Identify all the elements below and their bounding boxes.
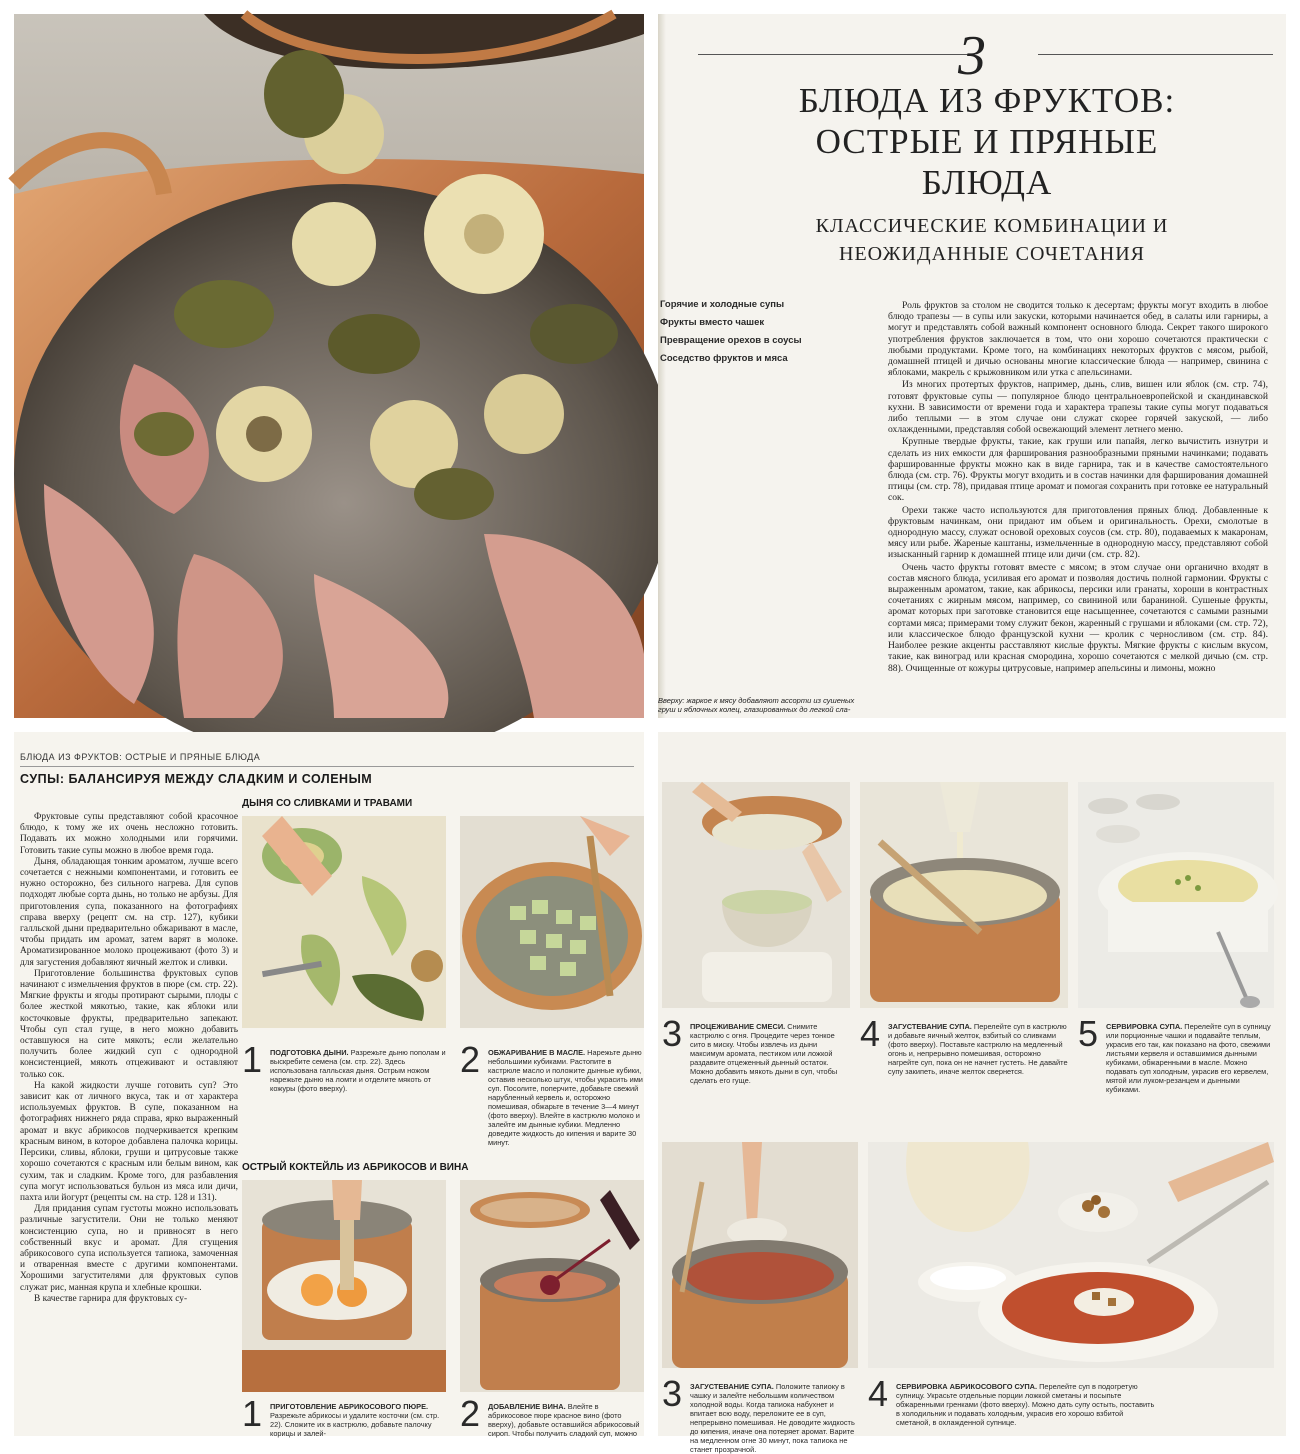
adding-wine-illustration [460,1180,644,1392]
contents-item: Фрукты вместо чашек [660,317,765,328]
step-text [690,1022,850,1085]
body-paragraph: В качестве гарнира для фруктовых су- [34,1293,188,1304]
melon-cutting-illustration [242,816,446,1028]
body-paragraph: Роль фруктов за столом не сводится только к десертам; фрукты могут входить в любое блюдо трапезы — в супы или закуски, которыми начинается обед, в салаты или гарниры, а могут и представлять собой важный компонент основного блюда. Секрет такого широкого употребления фруктов заключается в том, что они хорошо сочетаются практически с любыми продуктами. Кроме того, на комбинациях некоторых фруктов с мясом, рыбой, домашней птицей и дичью основаны многие классические блюда — например, свинина с яблоками, макрель с крыжовником или утка с апельсинами. [888,300,1268,379]
step-body: Разрежьте дыню пополам и выскребите семена (см. стр. 22). Здесь использована галльская дыня. Острым ножом нарежьте дыню на ломти и отделите мякоть от кожуры (фото вверху). [270,1048,446,1093]
step-text [270,1402,446,1438]
contents-item: Превращение орехов в соусы [660,335,802,346]
step-title: ПРИГОТОВЛЕНИЕ АБРИКОСОВОГО ПЮРЕ. [270,1402,429,1411]
chapter-subtitle-line: КЛАССИЧЕСКИЕ КОМБИНАЦИИ И [815,215,1169,237]
pot-photo-illustration [14,14,644,718]
step-title: ОБЖАРИВАНИЕ В МАСЛЕ. [488,1048,586,1057]
step-body: Влейте в абрикосовое пюре красное вино (фото вверху), добавьте оставшийся абрикосовый сироп. Чтобы получить сладкий суп, можно [488,1402,640,1438]
step-number: 3 [662,1013,683,1054]
step-number: 1 [242,1039,263,1080]
step-title: СЕРВИРОВКА АБРИКОСОВОГО СУПА. [896,1382,1038,1391]
step-text [488,1402,644,1438]
serving-melon-illustration [1078,782,1274,1008]
body-paragraph: На какой жидкости лучше готовить суп? Это зависит как от личного вкуса, так и от характера используемых фруктов. В супе, показанном на фотографиях нижнего ряда справа, ярко выраженный аромат и вкус абрикосов подчеркивается крепким красным вином, в которое добавлена палочка корицы. Персики, сливы, яблоки, груши и цитрусовые также хорошо сочетаются с красным или белым вином, как сухим, так и сладким. Кроме того, для разбавления супа могут использоваться бульон из мяса или дичи, пахта или йогурт (рецепты см. на стр. 128 и 131). [20,1080,238,1203]
body-paragraph: Из многих протертых фруктов, например, дынь, слив, вишен или яблок (см. стр. 74), готовят фруктовые супы — популярное блюдо центральноевропейской и скандинавской кухни. В зависимости от времени года и характера трапезы такие супы могут подаваться либо теплыми — в этом случае они служат скорее горячей закуской, — либо охлажденными, представляя собой освежающий элемент летнего меню. [888,379,1268,436]
step-number: 1 [242,1393,263,1434]
photo-straining-mixture [662,782,850,1008]
chapter-title-line: ОСТРЫЕ И ПРЯНЫЕ [815,122,1159,161]
section-title: СУПЫ: БАЛАНСИРУЯ МЕЖДУ СЛАДКИМ И СОЛЕНЫМ [20,772,373,786]
step-body: Нарежьте дыню небольшими кубиками. Растопите в кастрюле масло и положите дынные кубики, оставив несколько штук, чтобы украсить ими суп. Посолите, поперчите, добавьте свежий нарубленный кервель и, осторожно помешивая, обжарьте в течение 3—4 минут (фото вверху). Влейте в кастрюлю молоко и залейте им дынные кубики. Медленно доведите жидкость до кипения и варите 30 минут. [488,1048,643,1147]
serving-apricot-illustration [868,1142,1274,1368]
recipe-step [868,1373,1158,1436]
chapter-intro-text [888,300,1268,675]
photo-caption: Вверху: жаркое к мясу добавляют ассорти из сушеных груш и яблочных колец, глазированных до легкой сла- [658,696,855,714]
step-text [888,1022,1068,1076]
step-number: 4 [860,1013,881,1054]
chapter-title-line: БЛЮДА [921,163,1053,202]
step-number: 5 [1078,1013,1099,1054]
thickening-apricot-illustration [662,1142,858,1368]
photo-thickening-melon-soup [860,782,1068,1008]
chapter-title-line: БЛЮДА ИЗ ФРУКТОВ: [798,81,1176,120]
photo-apricot-puree [242,1180,446,1392]
step-text [1106,1022,1274,1094]
chapter-subtitle [718,212,1266,268]
photo-serving-apricot-soup [868,1142,1274,1368]
step-text [690,1382,858,1454]
step-number: 2 [460,1039,481,1080]
running-head-rule [20,766,634,767]
section-body-text [20,812,238,1305]
body-paragraph: Очень часто фрукты готовят вместе с мясом; в этом случае они органично входят в состав мясного блюда, усиливая его аромат и позволяя достичь полной гармонии. Фрукты с выраженным ароматом, такие, как абрикосы, персики или гранаты, хороши в контрастных сочетаниях с жирным мясом, например, со свининой или бараниной. Сушеные фрукты, аромат которых при заготовке становится еще насыщеннее, сочетаются с самыми разными сортами мяса; примерами тому служит бекон, жаренный с грушами и яблоками (см. стр. 72), или классическое блюдо французской кухни — кролик с черносливом (см. стр. 84). Наиболее резкие акценты расставляют кислые фрукты. Мягкие фрукты с кислым вкусом, такие, как виноград или красная смородина, хорошо сочетаются с мелкой дичью (см. стр. 88). Очищенные от кожуры цитрусовые, например апельсины и лимоны, можно [888,561,1268,674]
photo-adding-wine [460,1180,644,1392]
step-title: ПОДГОТОВКА ДЫНИ. [270,1048,349,1057]
step-number: 2 [460,1393,481,1434]
thickening-melon-illustration [860,782,1068,1008]
chapter-title [698,80,1276,203]
step-body: Положите тапиоку в чашку и залейте небольшим количеством холодной воды. Когда тапиока набухнет и впитает всю воду, переложите ее в суп, непрерывно помешивая. Не доводите жидкость до кипения, иначе она потеряет аромат. Варите на медленном огне 30 минут, пока тапиока не станет прозрачной. [690,1382,855,1454]
body-paragraph: Дыня, обладающая тонким ароматом, лучше всего сочетается с нежными компонентами, и готовить ее нужно осторожно, без сильного нагрева. Для супов подходят любые сорта дынь, но только не арбузы. Для приготовления супа, показанного на фотографиях справа вверху (рецепт см. на стр. 127), кубики галльской дыни предварительно обжаривают в масле, чтобы придать им аромат, затем варят в молоке. Ароматизированное молоко процеживают (фото 3) и для загустения добавляют яичный желток и сливки. [20,856,238,968]
recipe-step [860,1013,1068,1096]
step-text [896,1382,1158,1427]
recipe-step [242,1039,446,1112]
recipe-title-melon: ДЫНЯ СО СЛИВКАМИ И ТРАВАМИ [242,798,413,809]
recipe-step [1078,1013,1274,1096]
recipe-step [460,1039,644,1162]
step-body: Перелейте суп в супницу или порционные чашки и подавайте теплым, украсив его так, как показано на фото, свежими листьями кервеля и оставшимися дынными кубиками, обжаренными в масле. Можно подавать суп холодным, украсив его кервелем, мятой или луком-резанцем и дынными кубиками. [1106,1022,1271,1094]
step-number: 4 [868,1373,889,1414]
step-title: ЗАГУСТЕВАНИЕ СУПА. [690,1382,774,1391]
step-title: ДОБАВЛЕНИЕ ВИНА. [488,1402,566,1411]
step-body: Разрежьте абрикосы и удалите косточки (см. стр. 22). Сложите их в кастрюлю, добавьте палочку корицы и залей- [270,1411,440,1438]
step-body: Перелейте суп в кастрюлю и добавьте яичный желток, взбитый со сливками (фото вверху). Поставьте кастрюлю на медленный огонь и, непрерывно помешивая, осторожно нагрейте суп, пока он не начнет густеть. Не давайте супу закипеть, иначе желток свернется. [888,1022,1068,1076]
apricot-puree-illustration [242,1180,446,1392]
recipe-title-apricot: ОСТРЫЙ КОКТЕЙЛЬ ИЗ АБРИКОСОВ И ВИНА [242,1162,469,1173]
recipe-step [662,1013,850,1096]
step-text [270,1048,446,1093]
frying-melon-illustration [460,816,644,1028]
chapter-opener-page [658,14,1286,718]
photo-dried-fruit-pot [14,14,644,718]
straining-illustration [662,782,850,1008]
body-paragraph: Приготовление большинства фруктовых супов начинают с измельчения фруктов в пюре (см. стр. 22). Мягкие фрукты и ягоды протирают сырыми, плоды с более жесткой мякотью, такие, как яблоки или косточковые фрукты, предварительно запекают. Чтобы суп стал гуще, в него можно добавить оставшуюся на сите мякоть; если желательно получить более жидкий суп с однородной консистенцией, мякоть отцеживают и оставляют только сок. [20,968,238,1080]
running-head: БЛЮДА ИЗ ФРУКТОВ: ОСТРЫЕ И ПРЯНЫЕ БЛЮДА [20,752,261,762]
chapter-subtitle-line: НЕОЖИДАННЫЕ СОЧЕТАНИЯ [839,243,1145,265]
step-title: СЕРВИРОВКА СУПА. [1106,1022,1183,1031]
recipe-step [662,1373,858,1454]
step-title: ЗАГУСТЕВАНИЕ СУПА. [888,1022,972,1031]
recipe-step [242,1393,446,1438]
body-paragraph: Крупные твердые фрукты, такие, как груши или папайя, легко вычистить изнутри и сделать из них емкости для фарширования разнообразными пряными начинками; подавать фаршированные фрукты можно как в виде гарнира, так и в качестве самостоятельного блюда (см. стр. 76). Фрукты могут входить и в состав начинки для фарширования домашней птицы (см. стр. 78), придавая птице аромат и помогая сохранить при готовке ее натуральный сок. [888,436,1269,504]
body-paragraph: Орехи также часто используются для приготовления пряных блюд. Добавленные к фруктовым начинкам, они придают им объем и оригинальность. Орехи, смолотые в однородную массу, служат основой ореховых соусов (см. стр. 80), подаваемых к макаронам, мясу или рыбе. Жареные каштаны, измельченные в однородную массу, представляют собой изысканный гарнир к домашней птице или дичи (см. стр. 82). [888,504,1268,561]
recipe-step [460,1393,644,1438]
chapter-contents [658,296,868,368]
body-paragraph: Фруктовые супы представляют собой красочное блюдо, к тому же их очень несложно готовить. Подавать их можно холодными или горячими. Готовить такие супы можно в любое время года. [20,812,238,856]
chapter-number: 3 [958,25,986,87]
step-number: 3 [662,1373,683,1414]
soups-page-left [14,732,644,1436]
photo-serving-melon-soup [1078,782,1274,1008]
soups-page-right [658,732,1286,1454]
contents-item: Горячие и холодные супы [660,299,785,310]
step-body: Перелейте суп в подогретую супницу. Украсьте отдельные порции ложкой сметаны и посыпьте обжаренными гренками (фото вверху). Можно дать супу остыть, поставить в холодильник и подавать холодным, украсив его хорошо взбитой сметаной, в охлажденной супнице. [896,1382,1155,1427]
photo-frying-melon [460,816,644,1028]
photo-thickening-apricot-soup [662,1142,858,1368]
step-title: ПРОЦЕЖИВАНИЕ СМЕСИ. [690,1022,786,1031]
contents-item: Соседство фруктов и мяса [660,353,788,364]
step-body: Снимите кастрюлю с огня. Процедите через тонкое сито в миску. Чтобы извлечь из дыни максимум аромата, пестиком или ложкой раздавите отцеженный дынный остаток. Можно добавить мякоть дыни в суп, чтобы сделать его гуще. [690,1022,838,1085]
photo-cutting-melon [242,816,446,1028]
body-paragraph: Для придания супам густоты можно использовать различные загустители. Они не только меняют консистенцию супа, но и привносят в него собственный вкус и аромат. Для сгущения абрикосового супа используется тапиока, замоченная и отваренная вместе с другими компонентами. Хорошими загустителями для фруктовых супов служат рис, манная крупа и хлебные крошки. [20,1204,238,1293]
step-text [488,1048,644,1147]
